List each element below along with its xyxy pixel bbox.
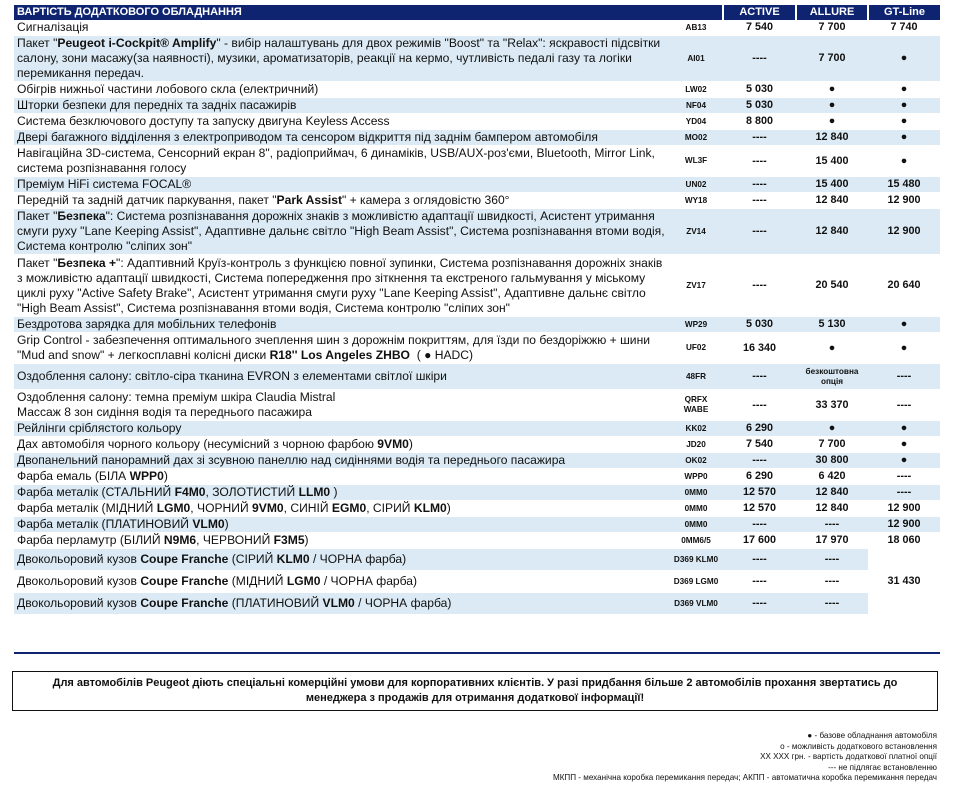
option-code: 48FR [669, 364, 723, 390]
price-active: 12 570 [723, 501, 796, 517]
legend-item: ХХ ХХХ грн. - вартість додаткової платної опції [760, 752, 937, 761]
price-active: 5 030 [723, 82, 796, 98]
price-gt-line: ● [868, 82, 940, 98]
option-code: JD20 [669, 437, 723, 453]
price-gt-line: 12 900 [868, 193, 940, 209]
option-description: Бездротова зарядка для мобільних телефонів [14, 317, 669, 333]
option-description: Оздоблення салону: темна преміум шкіра Claudia Mistral Массаж 8 зон сидіння водія та переднього пасажира [14, 390, 669, 421]
table-row [14, 593, 940, 615]
option-code: OK02 [669, 453, 723, 469]
price-active: ---- [723, 593, 796, 615]
option-description: Пакет "Безпека +": Адаптивний Круїз-контроль з функцією повної зупинки, Система розпізнавання дорожніх знаків з можливістю адаптації швидкості, Система попередження про зіткнення та екстреного гальмування у міському циклі руху "Active Safety Brake", Асистент утримання смуги руху "Lane Keeping Assist", Адаптивне дальнє світло "High Beam Assist", Система розпізнавання втоми водія, Система контролю "сліпих зон" [14, 255, 669, 317]
price-allure: 12 840 [796, 485, 868, 501]
table-row [14, 317, 940, 333]
price-allure: ● [796, 98, 868, 114]
option-code: ZV17 [669, 255, 723, 317]
table-row [14, 437, 940, 453]
option-description: Фарба перламутр (БІЛИЙ N9M6, ЧЕРВОНИЙ F3M5) [14, 533, 669, 549]
table-row [14, 20, 940, 36]
price-active: 5 030 [723, 98, 796, 114]
legend-item: --- не підлягає встановленню [828, 762, 937, 772]
notice-line-1: Для автомобілів Peugeot діють спеціальні комерційні умови для корпоративних клієнтів. У разі придбання більше 2 автомобілів прохання звертатись до [52, 677, 898, 689]
option-description: Двокольоровий кузов Coupe Franche (СІРИЙ KLM0 / ЧОРНА фарба) [14, 549, 669, 571]
price-gt-line: ● [868, 130, 940, 146]
option-description: Фарба металік (СТАЛЬНИЙ F4M0, ЗОЛОТИСТИЙ LLM0 ) [14, 485, 669, 501]
option-description: Grip Control - забезпечення оптимального зчеплення шин з дорожнім покриттям, для їзди по бездоріжжю + шини "Mud and snow" + легкосплавні колісні диски R18'' Los Angeles ZHBO ( ● HADC) [14, 333, 669, 364]
notice-line-2: менеджера з продажів для отримання додаткової інформації! [305, 692, 645, 704]
price-allure: ● [796, 421, 868, 437]
price-allure: безкоштовна опція [796, 364, 868, 390]
column-header-gt-line: GT-Line [868, 5, 940, 20]
table-row [14, 533, 940, 549]
price-active: ---- [723, 453, 796, 469]
price-allure: 6 420 [796, 469, 868, 485]
option-code: WP29 [669, 317, 723, 333]
table-row [14, 453, 940, 469]
table-body [14, 20, 940, 615]
price-active: ---- [723, 517, 796, 533]
table-row [14, 177, 940, 193]
legend-item: МКПП - механічна коробка перемикання передач; АКПП - автоматична коробка перемикання передач [552, 773, 937, 782]
price-active: ---- [723, 36, 796, 82]
options-price-table-wrapper [14, 5, 940, 615]
price-gt-line: ● [868, 453, 940, 469]
price-gt-line: 12 900 [868, 517, 940, 533]
table-row [14, 571, 940, 593]
price-active: ---- [723, 255, 796, 317]
price-allure: ---- [796, 517, 868, 533]
table-row [14, 517, 940, 533]
table-header-row [14, 5, 940, 20]
option-code: YD04 [669, 114, 723, 130]
price-active: 17 600 [723, 533, 796, 549]
price-gt-line: ● [868, 333, 940, 364]
price-allure: ● [796, 114, 868, 130]
price-gt-line: ---- [868, 485, 940, 501]
price-allure: 20 540 [796, 255, 868, 317]
price-gt-line: ● [868, 421, 940, 437]
option-description: Сигналізація [14, 20, 669, 36]
column-header-active: ACTIVE [723, 5, 796, 20]
table-row [14, 390, 940, 421]
option-description: Фарба металік (МІДНИЙ LGM0, ЧОРНИЙ 9VM0, СИНІЙ EGM0, СІРИЙ KLM0) [14, 501, 669, 517]
option-code: AI01 [669, 36, 723, 82]
option-code: WPP0 [669, 469, 723, 485]
option-code: 0MM0 [669, 485, 723, 501]
option-description: Преміум HiFi система FOCAL® [14, 177, 669, 193]
option-code: ZV14 [669, 209, 723, 255]
price-gt-line: 15 480 [868, 177, 940, 193]
table-row [14, 549, 940, 571]
price-gt-line: 7 740 [868, 20, 940, 36]
price-gt-line: ● [868, 317, 940, 333]
price-allure: ● [796, 82, 868, 98]
option-code: WY18 [669, 193, 723, 209]
price-gt-line: 12 900 [868, 501, 940, 517]
option-description: Двокольоровий кузов Coupe Franche (ПЛАТИНОВИЙ VLM0 / ЧОРНА фарба) [14, 593, 669, 615]
option-code: QRFX WABE [669, 390, 723, 421]
price-allure: 7 700 [796, 437, 868, 453]
price-allure: 12 840 [796, 130, 868, 146]
price-active: 7 540 [723, 437, 796, 453]
price-gt-line: ● [868, 146, 940, 177]
table-row [14, 469, 940, 485]
table-row [14, 36, 940, 82]
option-code: D369 KLM0 [669, 549, 723, 571]
table-title: ВАРТІСТЬ ДОДАТКОВОГО ОБЛАДНАННЯ [14, 5, 723, 20]
legend [553, 731, 937, 784]
option-code: D369 LGM0 [669, 571, 723, 593]
price-active: ---- [723, 193, 796, 209]
option-code: WL3F [669, 146, 723, 177]
table-row [14, 255, 940, 317]
price-active: 7 540 [723, 20, 796, 36]
option-code: AB13 [669, 20, 723, 36]
table-row [14, 82, 940, 98]
option-description: Шторки безпеки для передніх та задніх пасажирів [14, 98, 669, 114]
price-active: 16 340 [723, 333, 796, 364]
price-gt-line: ---- [868, 469, 940, 485]
table-row [14, 114, 940, 130]
option-code: UF02 [669, 333, 723, 364]
price-allure: ---- [796, 549, 868, 571]
price-gt-line: ---- [868, 390, 940, 421]
price-allure: ---- [796, 593, 868, 615]
price-active: ---- [723, 146, 796, 177]
price-allure: 33 370 [796, 390, 868, 421]
table-row [14, 501, 940, 517]
option-code: D369 VLM0 [669, 593, 723, 615]
price-active: ---- [723, 549, 796, 571]
price-gt-line: ● [868, 437, 940, 453]
price-allure: 15 400 [796, 177, 868, 193]
options-price-table [14, 5, 940, 615]
table-bottom-rule [14, 652, 940, 654]
price-gt-line: 18 060 [868, 533, 940, 549]
option-description: Пакет "Peugeot i-Cockpit® Amplify" - вибір налаштувань для двох режимів "Boost" та "Relax": яскравості підсвітки салону, зони масажу(за наявності), музики, ароматизаторів, реакції на кермо, чутливість педалі газу та логіки перемикання передач. [14, 36, 669, 82]
legend-item: о - можливість додаткового встановлення [780, 741, 937, 751]
price-allure: 12 840 [796, 501, 868, 517]
price-allure: 17 970 [796, 533, 868, 549]
price-allure: 7 700 [796, 20, 868, 36]
price-active: 12 570 [723, 485, 796, 501]
legend-item: ● - базове обладнання автомобіля [807, 731, 937, 740]
option-code: 0MM6/5 [669, 533, 723, 549]
option-description: Фарба металік (ПЛАТИНОВИЙ VLM0) [14, 517, 669, 533]
column-header-allure: ALLURE [796, 5, 868, 20]
option-code: UN02 [669, 177, 723, 193]
price-active: ---- [723, 209, 796, 255]
option-description: Передній та задній датчик паркування, пакет "Park Assist" + камера з оглядовістю 360° [14, 193, 669, 209]
option-description: Пакет "Безпека": Система розпізнавання дорожніх знаків з можливістю адаптації швидкості, Асистент утримання смуги руху "Lane Keeping Assist", Адаптивне дальнє світло "High Beam Assist", Система розпізнавання втоми водія, Система контролю "сліпих зон" [14, 209, 669, 255]
table-row [14, 146, 940, 177]
option-description: Навігаційна 3D-система, Сенсорний екран 8", радіоприймач, 6 динаміків, USB/AUX-роз'єми, Bluetooth, Mirror Link, система розпізнавання голосу [14, 146, 669, 177]
option-code: NF04 [669, 98, 723, 114]
option-description: Дах автомобіля чорного кольору (несумісний з чорною фарбою 9VM0) [14, 437, 669, 453]
option-description: Двокольоровий кузов Coupe Franche (МІДНИЙ LGM0 / ЧОРНА фарба) [14, 571, 669, 593]
option-code: 0MM0 [669, 501, 723, 517]
price-active: 6 290 [723, 469, 796, 485]
price-active: 8 800 [723, 114, 796, 130]
price-gt-line: ---- [868, 364, 940, 390]
table-row [14, 193, 940, 209]
option-description: Обігрів нижньої частини лобового скла (електричний) [14, 82, 669, 98]
table-row [14, 130, 940, 146]
price-allure: 15 400 [796, 146, 868, 177]
price-allure: 30 800 [796, 453, 868, 469]
price-allure: 12 840 [796, 209, 868, 255]
option-description: Рейлінги сріблястого кольору [14, 421, 669, 437]
option-description: Оздоблення салону: світло-сіра тканина EVRON з елементами світлої шкіри [14, 364, 669, 390]
table-row [14, 209, 940, 255]
price-allure: 12 840 [796, 193, 868, 209]
price-active: ---- [723, 177, 796, 193]
table-row [14, 485, 940, 501]
price-gt-line: ● [868, 114, 940, 130]
table-row [14, 421, 940, 437]
option-description: Двері багажного відділення з електроприводом та сенсором відкриття під заднім бампером автомобіля [14, 130, 669, 146]
price-allure: ● [796, 333, 868, 364]
table-row [14, 333, 940, 364]
price-active: ---- [723, 364, 796, 390]
price-gt-line: 31 430 [868, 549, 940, 615]
table-row [14, 364, 940, 390]
corporate-notice-box [12, 671, 938, 711]
option-code: KK02 [669, 421, 723, 437]
option-description: Двопанельний панорамний дах зі зсувною панеллю над сидіннями водія та переднього пасажира [14, 453, 669, 469]
price-gt-line: 12 900 [868, 209, 940, 255]
table-row [14, 98, 940, 114]
price-gt-line: ● [868, 36, 940, 82]
price-allure: 5 130 [796, 317, 868, 333]
price-active: 5 030 [723, 317, 796, 333]
price-active: ---- [723, 390, 796, 421]
price-allure: 7 700 [796, 36, 868, 82]
option-code: MO02 [669, 130, 723, 146]
price-allure: ---- [796, 571, 868, 593]
option-code: LW02 [669, 82, 723, 98]
price-gt-line: ● [868, 98, 940, 114]
option-description: Система безключового доступу та запуску двигуна Keyless Access [14, 114, 669, 130]
option-code: 0MM0 [669, 517, 723, 533]
price-active: 6 290 [723, 421, 796, 437]
price-gt-line: 20 640 [868, 255, 940, 317]
option-description: Фарба емаль (БІЛА WPP0) [14, 469, 669, 485]
price-active: ---- [723, 130, 796, 146]
price-active: ---- [723, 571, 796, 593]
